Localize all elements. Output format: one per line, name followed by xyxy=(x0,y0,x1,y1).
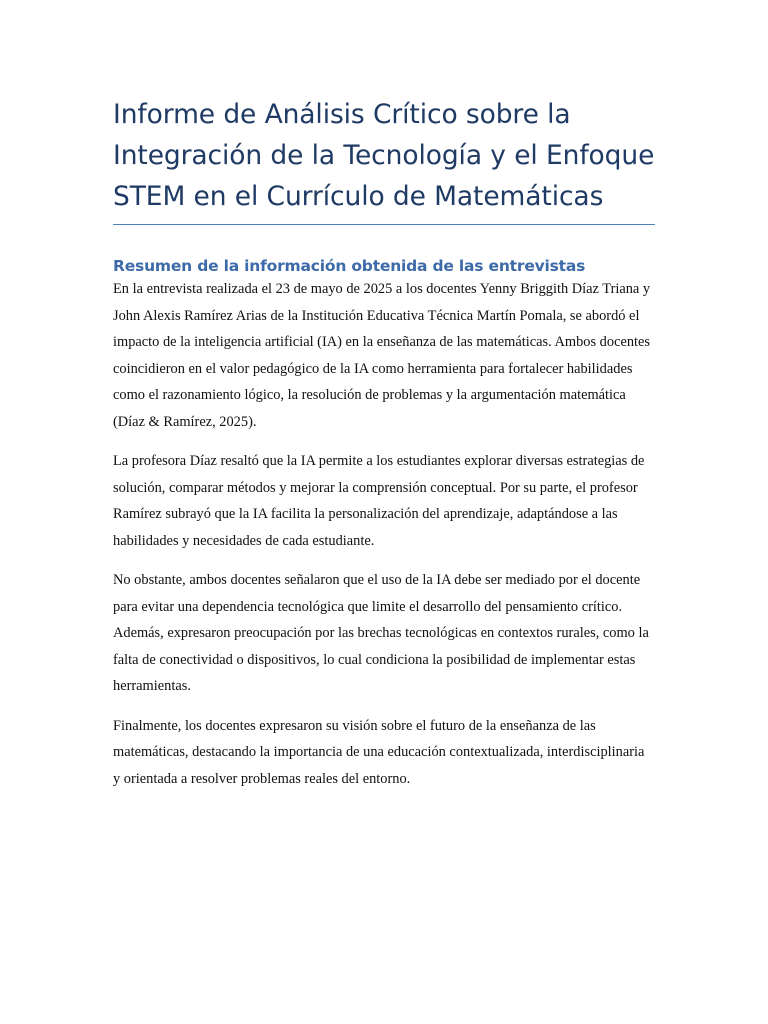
paragraph-4: Finalmente, los docentes expresaron su visión sobre el futuro de la enseñanza de las matemáticas, destacando la importancia de una educación contextualizada, interdisciplinaria y orientada a resolver problemas reales del entorno. xyxy=(113,717,645,787)
paragraph-2: La profesora Díaz resaltó que la IA permite a los estudiantes explorar diversas estrategias de solución, comparar métodos y mejorar la comprensión conceptual. Por su parte, el profesor Ramírez subrayó que la IA facilita la personalización del aprendizaje, adaptándose a las habilidades y necesidades de cada estudiante. xyxy=(113,453,645,549)
paragraph-1: En la entrevista realizada el 23 de mayo de 2025 a los docentes Yenny Briggith Díaz Triana y John Alexis Ramírez Arias de la Institución Educativa Técnica Martín Pomala, se abordó el impacto de la inteligencia artificial (IA) en la enseñanza de las matemáticas. Ambos docentes coincidieron en el valor pedagógico de la IA como herramienta para fortalecer habilidades como el razonamiento lógico, la resolución de problemas y la argumentación matemática (Díaz & Ramírez, 2025). xyxy=(113,281,651,430)
title-underline-rule xyxy=(113,224,655,225)
paragraph-3: No obstante, ambos docentes señalaron que el uso de la IA debe ser mediado por el docente para evitar una dependencia tecnológica que limite el desarrollo del pensamiento crítico. Además, expresaron preocupación por las brechas tecnológicas en contextos rurales, como la falta de conectividad o dispositivos, lo cual condiciona la posibilidad de implementar estas herramientas. xyxy=(113,572,649,694)
document-page xyxy=(113,94,655,792)
section-heading: Resumen de la información obtenida de las entrevistas xyxy=(113,257,586,275)
document-title: Informe de Análisis Crítico sobre la Integración de la Tecnología y el Enfoque STEM en el Currículo de Matemáticas xyxy=(113,99,655,212)
